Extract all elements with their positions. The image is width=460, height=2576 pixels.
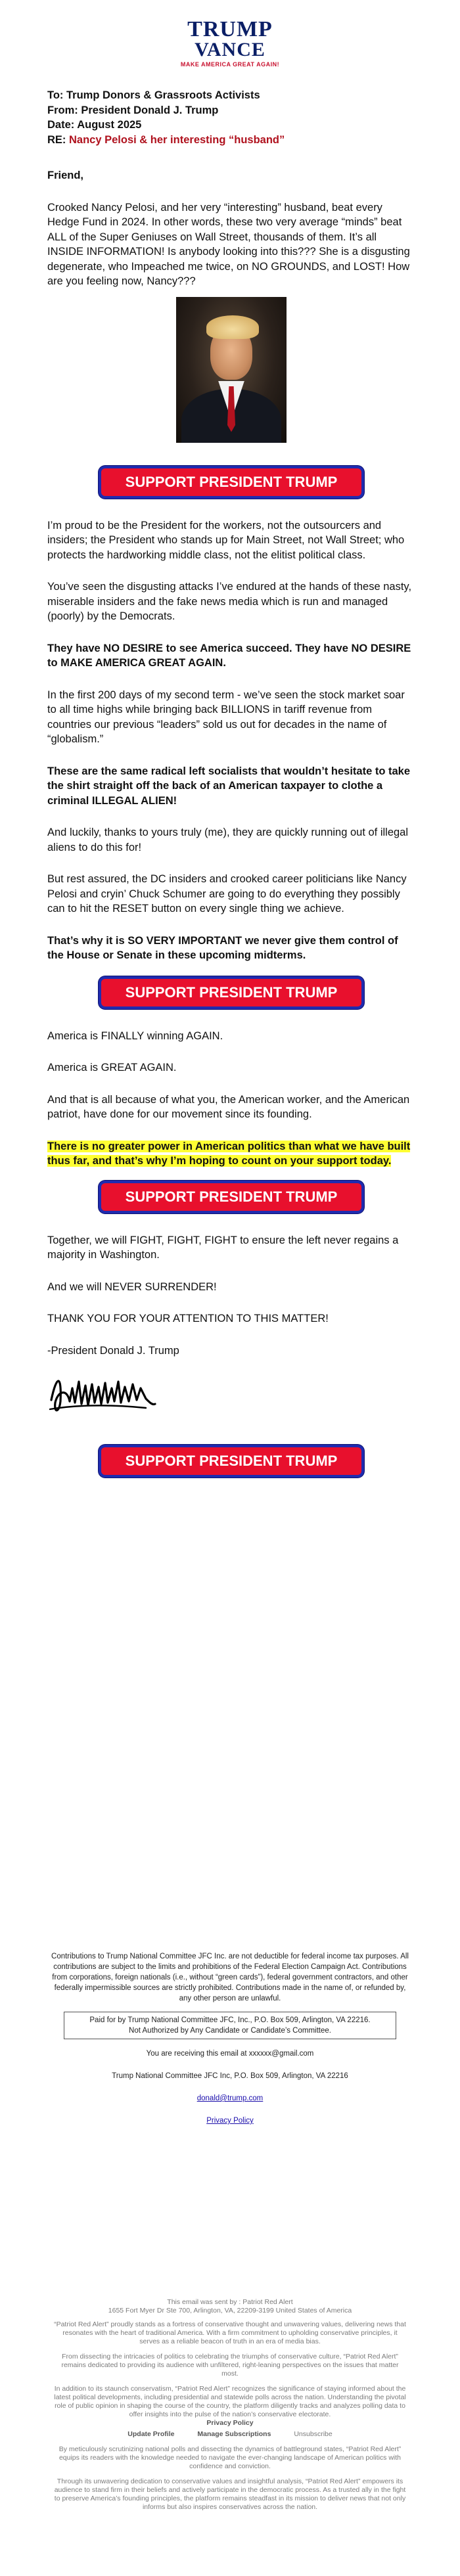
email-body [47,88,415,1497]
paragraph-11: America is GREAT AGAIN. [47,1062,177,1073]
signature-svg [47,1362,159,1425]
memo-re-subject: Nancy Pelosi & her interesting “husband” [69,133,285,146]
paragraph-12: And that is all because of what you, the American worker, and the American patriot, have done for our movement since its founding. [47,1093,410,1120]
contribution-disclaimer: Contributions to Trump National Committee JFC Inc. are not deductible for federal income tax purposes. All contributions are subject to the limits and prohibitions of the Federal Election Campaign Act. Contributions from corporations, foreign nationals (i.e., without “green cards”), federal government contractors, and other federally impermissible sources are strictly prohibited. Contributions made in the name of, or refunded by, any other person are unlawful. [51,1953,409,2002]
publisher-footer [53,2298,407,2518]
paragraph-2: I’m proud to be the President for the workers, not the outsourcers and insiders; the President who stands up for Main Street, not Wall Street; who protects the hardworking middle class, not the elitist political class. [47,519,405,561]
paragraph-1: Crooked Nancy Pelosi, and her very “interesting” husband, beat every Hedge Fund in 2024. In other words, these two very average “minds” beat ALL of the Super Geniuses on Wall Street, thousands of them. It’s all INSIDE INFORMATION! Is anybody looking into this??? She is a disgusting degenerate, who Impeached me twice, on NO GROUNDS, and LOST! How are you feeling now, Nancy??? [47,201,410,287]
paragraph-9: That’s why it is SO VERY IMPORTANT we never give them control of the House or Senate in these upcoming midterms. [47,934,398,961]
memo-to: To: Trump Donors & Grassroots Activists [47,89,260,101]
greeting: Friend, [47,169,84,181]
paid-for-box [64,2012,396,2039]
memo-re-label: RE: [47,133,69,146]
sent-by-text: This email was sent by : Patriot Red Alert [167,2298,293,2306]
trump-portrait-image [176,297,287,443]
logo-tagline: MAKE AMERICA GREAT AGAIN! [180,61,280,68]
publisher-privacy-link[interactable]: Privacy Policy [206,2419,254,2427]
memo-re [47,133,415,148]
cta-container-3 [47,1181,415,1213]
memo-date: Date: August 2025 [47,119,142,131]
unsubscribe-link[interactable]: Unsubscribe [294,2430,333,2438]
cta-container-2 [47,976,415,1009]
logo-mid-text: VANCE [195,39,265,60]
publisher-para-5: Through its unwavering dedication to conservative values and insightful analysis, “Patriot Red Alert” empowers its audience to stand firm in their beliefs and actively participate in the democratic process. As a trusted ally in the fight to preserve America’s founding principles, the platform remains steadfast in its mission to deliver news that not only informs but also inspires conservatives across the nation. [54,2477,406,2511]
publisher-para-4: By meticulously scrutinizing national polls and dissecting the dynamics of battleground states, “Patriot Red Alert” equips its readers with the knowledge needed to navigate the ever-changing landscape of American politics with confidence and conviction. [58,2445,402,2470]
portrait-container [47,297,415,446]
signature-image [47,1362,415,1425]
publisher-address: 1655 Fort Myer Dr Ste 700, Arlington, VA, 22209-3199 United States of America [108,2307,352,2315]
paragraph-6: These are the same radical left socialists that wouldn’t hesitate to take the shirt straight off the back of an American taxpayer to clothe a criminal ILLEGAL ALIEN! [47,765,411,807]
support-button-4[interactable]: SUPPORT PRESIDENT TRUMP [99,1445,364,1478]
receiving-email-text: You are receiving this email at xxxxxx@gmail.com [146,2050,314,2058]
update-profile-link[interactable]: Update Profile [127,2430,175,2438]
support-button-3[interactable]: SUPPORT PRESIDENT TRUMP [99,1181,364,1213]
publisher-para-1: “Patriot Red Alert” proudly stands as a fortress of conservative thought and unwavering values, delivering news that resonates with the heart of traditional America. With a firm commitment to upholding conservative principles, it serves as a reliable beacon of truth in an era of media bias. [54,2320,406,2345]
publisher-info [53,2298,407,2315]
paragraph-10: America is FINALLY winning AGAIN. [47,1029,223,1042]
cta-container-4 [47,1445,415,1478]
paragraph-4: They have NO DESIRE to see America succeed. They have NO DESIRE to MAKE AMERICA GREAT AGAIN. [47,642,411,669]
not-authorized-text: Not Authorized by Any Candidate or Candidate’s Committee. [129,2027,331,2035]
paragraph-13 [47,1139,415,1169]
legal-footer [49,1951,411,2138]
paragraph-15: And we will NEVER SURRENDER! [47,1280,217,1293]
paragraph-3: You’ve seen the disgusting attacks I’ve endured at the hands of these nasty, miserable insiders and the fake news media which is run and managed (poorly) by the Democrats. [47,581,412,622]
paragraph-7: And luckily, thanks to yours truly (me), they are quickly running out of illegal aliens to do this for! [47,826,409,853]
paragraph-5: In the first 200 days of my second term - we’ve seen the stock market soar to all time highs while bringing back BILLIONS in tariff revenue from countries our previous “leaders” sold us out for decades in the name of “globalism.” [47,689,405,745]
sign-off: -President Donald J. Trump [47,1344,179,1357]
memo-header [47,88,415,147]
paragraph-14: Together, we will FIGHT, FIGHT, FIGHT to ensure the left never regains a majority in Washington. [47,1234,399,1261]
committee-address: Trump National Committee JFC Inc, P.O. Box 509, Arlington, VA 22216 [112,2072,348,2080]
support-button-2[interactable]: SUPPORT PRESIDENT TRUMP [99,976,364,1009]
cta-container-1 [47,466,415,499]
logo-top-text: TRUMP [187,17,273,41]
contact-email-link[interactable]: donald@trump.com [196,2094,264,2102]
paragraph-8: But rest assured, the DC insiders and crooked career politicians like Nancy Pelosi and cryin’ Chuck Schumer are going to do everything they possibly can to hit the RESET button on every single thing we achieve. [47,873,407,915]
paragraph-16: THANK YOU FOR YOUR ATTENTION TO THIS MATTER! [47,1313,329,1324]
trump-vance-logo [0,18,460,68]
manage-subscriptions-link[interactable]: Manage Subscriptions [197,2430,271,2438]
memo-from: From: President Donald J. Trump [47,104,219,116]
highlighted-appeal: There is no greater power in American politics than what we have built thus far, and that’s why I’m hoping to count on your support today. [47,1140,411,1167]
support-button-1[interactable]: SUPPORT PRESIDENT TRUMP [99,466,364,499]
publisher-para-2: From dissecting the intricacies of politics to celebrating the triumphs of conservative culture, “Patriot Red Alert” remains dedicated to providing its audience with unfiltered, right-leaning perspectives on the issues that matter most. [61,2353,399,2378]
privacy-policy-link[interactable]: Privacy Policy [206,2117,254,2125]
publisher-para-3 [53,2385,407,2428]
subscription-links [53,2430,407,2439]
paid-for-text: Paid for by Trump National Committee JFC, Inc., P.O. Box 509, Arlington, VA 22216. [89,2016,371,2024]
publisher-para-3-text: In addition to its staunch conservatism, “Patriot Red Alert” recognizes the significance of staying informed about the latest political developments, including presidential and statewide polls across the nation. Understanding the pivotal role of public opinion in shaping the course of the country, the platform diligently tracks and analyzes polling data to offer insights into the pulse of the nation’s conservative electorate. [54,2385,406,2418]
